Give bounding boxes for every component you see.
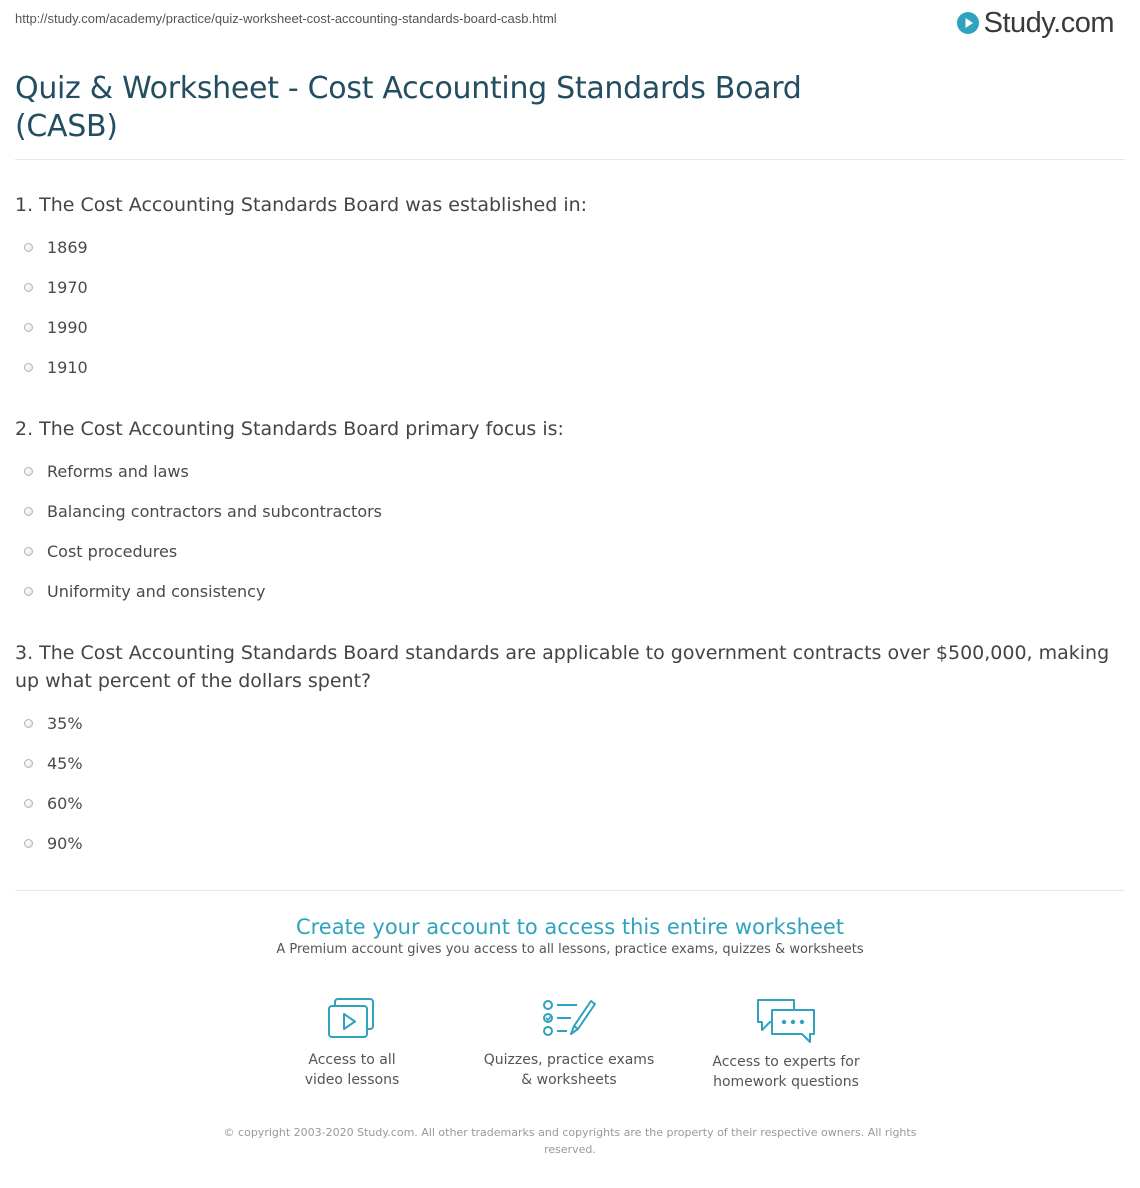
answer-option[interactable] xyxy=(15,227,1115,267)
play-circle-icon xyxy=(956,11,980,35)
chat-bubbles-icon xyxy=(754,996,818,1044)
feature-line: Access to all xyxy=(308,1052,396,1068)
feature-experts xyxy=(686,996,886,1092)
answer-option[interactable] xyxy=(15,307,1115,347)
answer-label: 1869 xyxy=(47,237,88,257)
question-prompt: The Cost Accounting Standards Board standards are applicable to government contracts over $500,000, making up what percent of the dollars spent? xyxy=(15,642,1110,692)
answer-option[interactable] xyxy=(15,531,1115,571)
answer-label: Cost procedures xyxy=(47,541,178,561)
feature-video-lessons xyxy=(252,996,452,1090)
video-lessons-icon xyxy=(326,996,378,1042)
radio-button[interactable] xyxy=(24,283,33,292)
title-divider xyxy=(15,159,1125,160)
quiz-checklist-icon xyxy=(541,996,597,1042)
question-prompt: The Cost Accounting Standards Board primary focus is: xyxy=(39,418,564,440)
page-url: http://study.com/academy/practice/quiz-worksheet-cost-accounting-standards-board-casb.html xyxy=(15,11,557,26)
answer-option[interactable] xyxy=(15,743,1115,783)
answer-label: 1970 xyxy=(47,277,88,297)
radio-button[interactable] xyxy=(24,323,33,332)
answer-options xyxy=(15,703,1115,863)
page-title: Quiz & Worksheet - Cost Accounting Standards Board (CASB) xyxy=(15,71,802,144)
top-bar xyxy=(0,0,1140,40)
answer-options xyxy=(15,227,1115,387)
answer-label: Reforms and laws xyxy=(47,461,189,481)
answer-option[interactable] xyxy=(15,783,1115,823)
question-prompt: The Cost Accounting Standards Board was established in: xyxy=(39,194,588,216)
radio-button[interactable] xyxy=(24,799,33,808)
radio-button[interactable] xyxy=(24,507,33,516)
feature-line: video lessons xyxy=(304,1072,400,1088)
signup-cta xyxy=(0,914,1140,957)
study-logo[interactable] xyxy=(956,6,1114,40)
question-number: 1. xyxy=(15,194,34,216)
radio-button[interactable] xyxy=(24,719,33,728)
answer-label: 35% xyxy=(47,713,83,733)
question-number: 2. xyxy=(15,418,34,440)
answer-label: 1910 xyxy=(47,357,88,377)
question-2 xyxy=(15,415,1115,611)
answer-option[interactable] xyxy=(15,571,1115,611)
feature-line: & worksheets xyxy=(521,1072,617,1088)
copyright-notice: © copyright 2003-2020 Study.com. All other trademarks and copyrights are the property of their respective owners. All rights reserved. xyxy=(223,1126,917,1156)
question-1 xyxy=(15,191,1115,387)
answer-option[interactable] xyxy=(15,347,1115,387)
answer-label: 45% xyxy=(47,753,83,773)
answer-option[interactable] xyxy=(15,451,1115,491)
cta-subtitle: A Premium account gives you access to all lessons, practice exams, quizzes & worksheets xyxy=(276,942,864,957)
questions-divider xyxy=(15,890,1125,891)
cta-title-link[interactable]: Create your account to access this entire worksheet xyxy=(295,915,845,939)
answer-option[interactable] xyxy=(15,491,1115,531)
radio-button[interactable] xyxy=(24,363,33,372)
answer-label: 60% xyxy=(47,793,83,813)
feature-line: Access to experts for xyxy=(712,1054,860,1070)
question-text xyxy=(15,415,1115,443)
feature-label xyxy=(686,1052,886,1092)
question-text xyxy=(15,191,1115,219)
answer-option[interactable] xyxy=(15,703,1115,743)
radio-button[interactable] xyxy=(24,839,33,848)
radio-button[interactable] xyxy=(24,467,33,476)
answer-option[interactable] xyxy=(15,267,1115,307)
answer-label: Balancing contractors and subcontractors xyxy=(47,501,383,521)
feature-line: homework questions xyxy=(713,1074,859,1090)
feature-label xyxy=(469,1050,669,1090)
answer-options xyxy=(15,451,1115,611)
feature-label xyxy=(252,1050,452,1090)
answer-label: Uniformity and consistency xyxy=(47,581,266,601)
radio-button[interactable] xyxy=(24,759,33,768)
answer-option[interactable] xyxy=(15,823,1115,863)
feature-line: Quizzes, practice exams xyxy=(483,1052,655,1068)
answer-label: 1990 xyxy=(47,317,88,337)
feature-quizzes xyxy=(469,996,669,1090)
logo-text: Study.com xyxy=(983,6,1114,39)
answer-label: 90% xyxy=(47,833,83,853)
question-3 xyxy=(15,639,1115,863)
radio-button[interactable] xyxy=(24,243,33,252)
question-text xyxy=(15,639,1115,695)
radio-button[interactable] xyxy=(24,587,33,596)
question-number: 3. xyxy=(15,642,34,664)
radio-button[interactable] xyxy=(24,547,33,556)
